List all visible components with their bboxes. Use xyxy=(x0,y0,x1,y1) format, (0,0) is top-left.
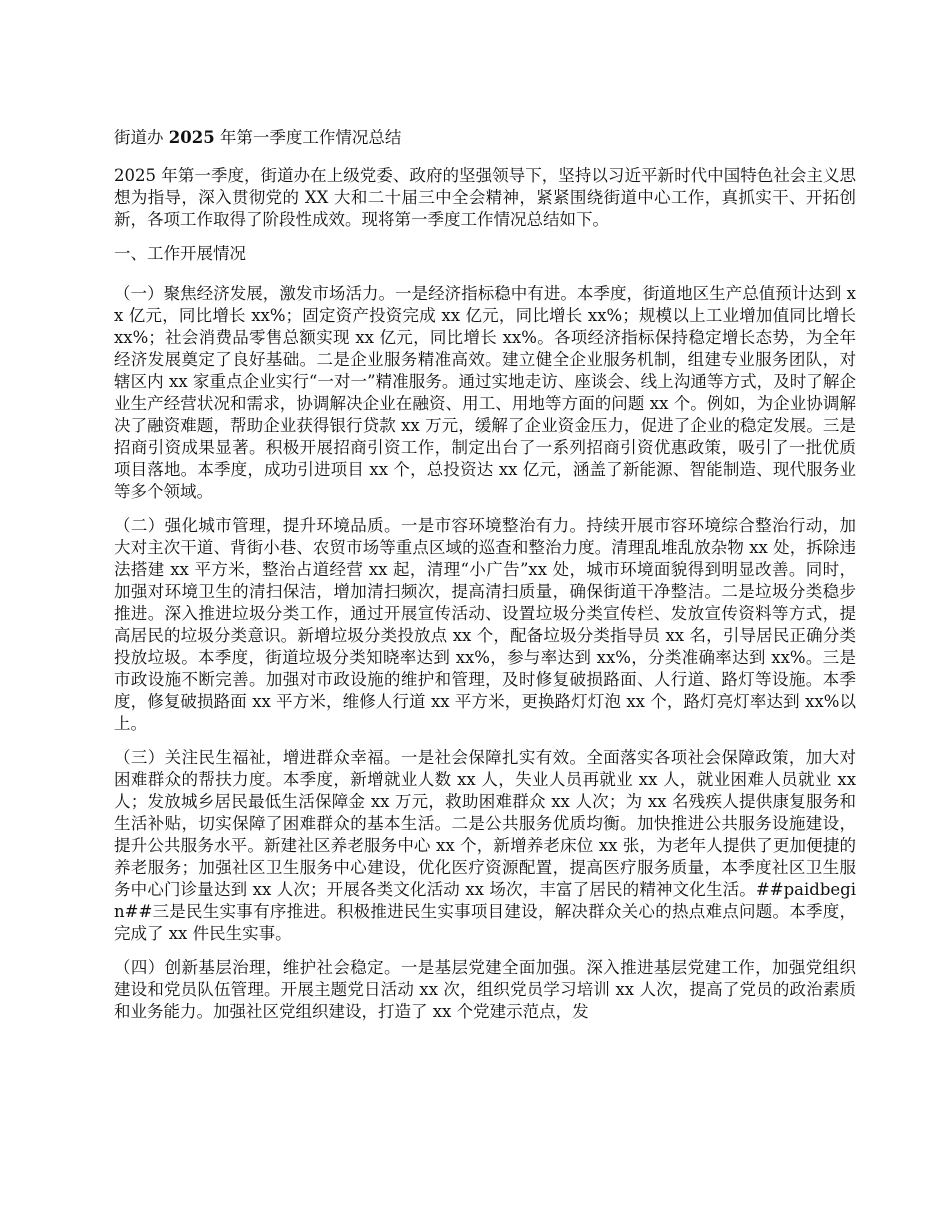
intro-paragraph: 2025 年第一季度，街道办在上级党委、政府的坚强领导下，坚持以习近平新时代中国特色社会主义思想为指导，深入贯彻党的 XX 大和二十届三中全会精神，紧紧围绕街道中心工作，真抓实干、开拓创新，各项工作取得了阶段性成效。现将第一季度工作情况总结如下。 xyxy=(114,166,856,229)
paragraph-governance: （四）创新基层治理，维护社会稳定。一是基层党建全面加强。深入推进基层党建工作，加强党组织建设和党员队伍管理。开展主题党日活动 xx 次，组织党员学习培训 xx 人次，提高了党员的政治素质和业务能力。加强社区党组织建设，打造了 xx 个党建示范点，发 xyxy=(114,958,856,1021)
document-page xyxy=(114,127,856,1035)
section-heading: 一、工作开展情况 xyxy=(114,244,246,263)
paragraph-livelihood: （三）关注民生福祉，增进群众幸福。一是社会保障扎实有效。全面落实各项社会保障政策，加大对困难群众的帮扶力度。本季度，新增就业人数 xx 人，失业人员再就业 xx 人，就业困难人员就业 xx 人；发放城乡居民最低生活保障金 xx 万元，救助困难群众 xx 人次；为 xx 名残疾人提供康复服务和生活补贴，切实保障了困难群众的基本生活。二是公共服务优质均衡。加快推进公共服务设施建设，提升公共服务水平。新建社区养老服务中心 xx 个，新增养老床位 xx 张，为老年人提供了更加便捷的养老服务；加强社区卫生服务中心建设，优化医疗资源配置，提高医疗服务质量，本季度社区卫生服务中心门诊量达到 xx 人次；开展各类文化活动 xx 场次，丰富了居民的精神文化生活。##paidbegin##三是民生实事有序推进。积极推进民生实事项目建设，解决群众关心的热点难点问题。本季度，完成了 xx 件民生实事。 xyxy=(114,748,856,943)
title-suffix: 年第一季度工作情况总结 xyxy=(214,128,402,147)
document-title xyxy=(114,127,856,149)
paragraph-city-management: （二）强化城市管理，提升环境品质。一是市容环境整治有力。持续开展市容环境综合整治行动，加大对主次干道、背街小巷、农贸市场等重点区域的巡查和整治力度。清理乱堆乱放杂物 xx 处，拆除违法搭建 xx 平方米，整治占道经营 xx 起，清理“小广告”xx 处，城市环境面貌得到明显改善。同时，加强对环境卫生的清扫保洁，增加清扫频次，提高清扫质量，确保街道干净整洁。二是垃圾分类稳步推进。深入推进垃圾分类工作，通过开展宣传活动、设置垃圾分类宣传栏、发放宣传资料等方式，提高居民的垃圾分类意识。新增垃圾分类投放点 xx 个，配备垃圾分类指导员 xx 名，引导居民正确分类投放垃圾。本季度，街道垃圾分类知晓率达到 xx%，参与率达到 xx%，分类准确率达到 xx%。三是市政设施不断完善。加强对市政设施的维护和管理，及时修复破损路面、人行道、路灯等设施。本季度，修复破损路面 xx 平方米，维修人行道 xx 平方米，更换路灯灯泡 xx 个，路灯亮灯率达到 xx%以上。 xyxy=(114,516,856,733)
title-year: 2025 xyxy=(168,128,215,147)
title-prefix: 街道办 xyxy=(114,128,169,147)
paragraph-economy: （一）聚焦经济发展，激发市场活力。一是经济指标稳中有进。本季度，街道地区生产总值预计达到 xx 亿元，同比增长 xx%；固定资产投资完成 xx 亿元，同比增长 xx%；规模以上工业增加值同比增长 xx%；社会消费品零售总额实现 xx 亿元，同比增长 xx%。各项经济指标保持稳定增长态势，为全年经济发展奠定了良好基础。二是企业服务精准高效。建立健全企业服务机制，组建专业服务团队，对辖区内 xx 家重点企业实行“一对一”精准服务。通过实地走访、座谈会、线上沟通等方式，及时了解企业生产经营状况和需求，协调解决企业在融资、用工、用地等方面的问题 xx 个。例如，为企业协调解决了融资难题，帮助企业获得银行贷款 xx 万元，缓解了企业资金压力，促进了企业的稳定发展。三是招商引资成果显著。积极开展招商引资工作，制定出台了一系列招商引资优惠政策，吸引了一批优质项目落地。本季度，成功引进项目 xx 个，总投资达 xx 亿元，涵盖了新能源、智能制造、现代服务业等多个领域。 xyxy=(114,284,856,501)
